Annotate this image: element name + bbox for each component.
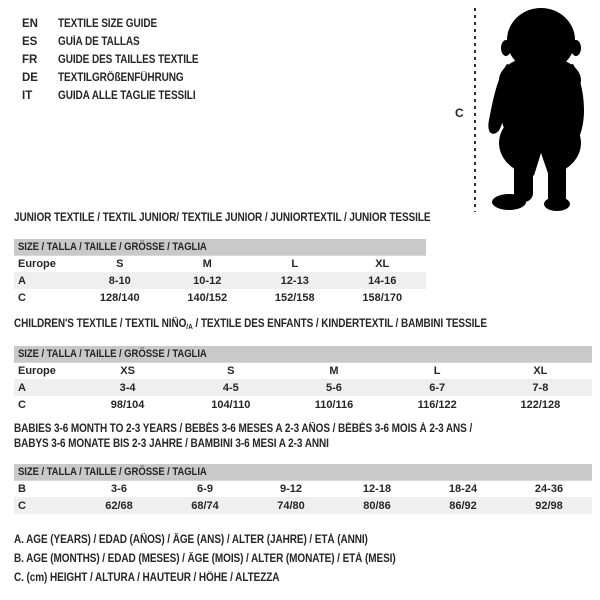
size-value: 6-9: [197, 482, 213, 495]
footnote-line: [14, 550, 453, 569]
size-value: L: [291, 257, 299, 270]
language-title: GUÍA DE TALLAS: [58, 36, 140, 48]
footnote-text: A. AGE (YEARS) / EDAD (AÑOS) / ÂGE (ANS) / ALTER (JAHRE) / ETÀ (ANNI): [14, 534, 368, 546]
size-header: [14, 464, 592, 480]
footnotes: [14, 531, 453, 588]
language-code: IT: [22, 90, 33, 102]
title-text-part: / TEXTILE DES ENFANTS / KINDERTEXTIL / BAMBINI TESSILE: [192, 318, 487, 330]
size-value: 14-16: [339, 272, 427, 289]
table-row-c: [14, 396, 592, 413]
baby-foot-right: [544, 197, 570, 211]
size-value: 128/140: [99, 291, 140, 304]
size-value: M: [202, 257, 212, 270]
row-label: Europe: [18, 257, 56, 270]
row-label: C: [18, 291, 26, 304]
baby-ear-right: [571, 40, 581, 56]
footnote-text: B. AGE (MONTHS) / EDAD (MESES) / ÂGE (MOIS) / ALTER (MONATE) / ETÀ (MESI): [14, 553, 396, 565]
footnote-line: [14, 531, 453, 550]
language-title: GUIDE DES TAILLES TEXTILE: [58, 54, 199, 66]
footnote-text: C. (cm) HEIGHT / ALTURA / HAUTEUR / HÖHE / ALTEZZA: [14, 572, 280, 584]
baby-foot-left: [492, 194, 526, 210]
title-text-part: BABIES 3-6 MONTH TO 2-3 YEARS / BEBÉS 3-6 MESES A 2-3 AÑOS / BÉBÉS 3-6 MOIS À 2-3 ANS /: [14, 423, 473, 435]
size-value: L: [433, 364, 441, 377]
language-row-de: [22, 69, 220, 87]
height-measure-label: C: [455, 106, 464, 120]
size-value: 140/152: [187, 291, 228, 304]
size-value: 4-5: [179, 379, 282, 396]
section-title-text: [14, 422, 472, 437]
table-row-c: [14, 497, 592, 514]
language-title-list: [22, 15, 220, 105]
size-value: 24-36: [534, 482, 564, 495]
language-row-it: [22, 87, 220, 105]
size-header: [14, 239, 426, 255]
size-value: XL: [375, 257, 390, 270]
size-value: S: [227, 364, 235, 377]
size-value: M: [329, 364, 339, 377]
section-title-text: [14, 211, 430, 226]
size-value: 122/128: [520, 398, 561, 411]
size-header-row: [14, 346, 592, 362]
language-code: DE: [22, 72, 38, 84]
baby-leg-left: [514, 144, 533, 202]
size-value: 74/80: [248, 497, 334, 514]
size-header: [14, 346, 592, 362]
language-row-en: [22, 15, 220, 33]
table-row-europe: [14, 362, 592, 379]
table-row-c: [14, 289, 426, 306]
row-label: A: [14, 272, 76, 289]
size-value: 12-18: [362, 482, 392, 495]
size-value: 152/158: [274, 291, 315, 304]
table-row-europe: [14, 255, 426, 272]
section-title: [14, 317, 592, 334]
size-table: [14, 239, 426, 306]
size-value: 9-12: [279, 482, 303, 495]
size-value: 3-4: [76, 379, 179, 396]
section-title: [14, 211, 431, 226]
row-label: A: [14, 379, 76, 396]
baby-ear-left: [501, 40, 511, 56]
size-table: [14, 464, 592, 514]
table-row-a: [14, 379, 592, 396]
size-value: 10-12: [164, 272, 252, 289]
size-value: 116/122: [417, 398, 457, 411]
size-value: 158/170: [362, 291, 403, 304]
size-value: 12-13: [251, 272, 339, 289]
size-value: XS: [120, 364, 135, 377]
title-text-part: CHILDREN'S TEXTILE / TEXTIL NIÑO: [14, 318, 187, 330]
size-value: 80/86: [334, 497, 420, 514]
footnote-line: [14, 569, 453, 588]
size-value: 98/104: [110, 398, 145, 411]
size-value: 3-6: [111, 482, 127, 495]
size-value: 92/98: [506, 497, 592, 514]
title-text-part: JUNIOR TEXTILE / TEXTIL JUNIOR/ TEXTILE JUNIOR / JUNIORTEXTIL / JUNIOR TESSILE: [14, 212, 431, 224]
section-title: [14, 422, 592, 437]
size-header-text: SIZE / TALLA / TAILLE / GRÖSSE / TAGLIA: [18, 347, 207, 360]
section-title-text: [14, 437, 329, 452]
size-value: 110/116: [314, 398, 354, 411]
section-title: [14, 437, 592, 452]
language-title: TEXTILE SIZE GUIDE: [58, 18, 158, 30]
size-value: XL: [533, 364, 548, 377]
section-babies-textile: [14, 422, 592, 514]
size-value: 62/68: [76, 497, 162, 514]
section-junior-textile: [14, 211, 431, 306]
size-value: 8-10: [76, 272, 164, 289]
row-label: C: [14, 497, 76, 514]
size-value: 18-24: [448, 482, 478, 495]
baby-silhouette: [487, 6, 598, 212]
language-row-fr: [22, 51, 220, 69]
size-header-text: SIZE / TALLA / TAILLE / GRÖSSE / TAGLIA: [18, 240, 207, 253]
title-subscript: /A: [186, 322, 193, 331]
table-row-b: [14, 480, 592, 497]
language-code: ES: [22, 36, 38, 48]
size-header-row: [14, 464, 592, 480]
size-value: 86/92: [420, 497, 506, 514]
size-value: 68/74: [162, 497, 248, 514]
language-code: FR: [22, 54, 38, 66]
title-text-part: BABYS 3-6 MONATE BIS 2-3 JAHRE / BAMBINI 3-6 MESI A 2-3 ANNI: [14, 438, 329, 450]
table-row-a: [14, 272, 426, 289]
size-value: 6-7: [386, 379, 489, 396]
size-value: 5-6: [282, 379, 385, 396]
size-header-row: [14, 239, 426, 255]
row-label: Europe: [18, 364, 56, 377]
size-value: 7-8: [489, 379, 592, 396]
section-children-textile: [14, 317, 592, 413]
language-title: GUIDA ALLE TAGLIE TESSILI: [58, 90, 196, 102]
size-header-text: SIZE / TALLA / TAILLE / GRÖSSE / TAGLIA: [18, 465, 207, 478]
size-value: S: [116, 257, 124, 270]
size-table: [14, 346, 592, 413]
section-title-text: [14, 317, 487, 334]
row-label: C: [18, 398, 26, 411]
language-code: EN: [22, 18, 38, 30]
row-label: B: [18, 482, 26, 495]
language-row-es: [22, 33, 220, 51]
size-value: 104/110: [211, 398, 251, 411]
language-title: TEXTILGRÖßENFÜHRUNG: [58, 72, 184, 84]
height-dashed-line: [474, 8, 476, 212]
